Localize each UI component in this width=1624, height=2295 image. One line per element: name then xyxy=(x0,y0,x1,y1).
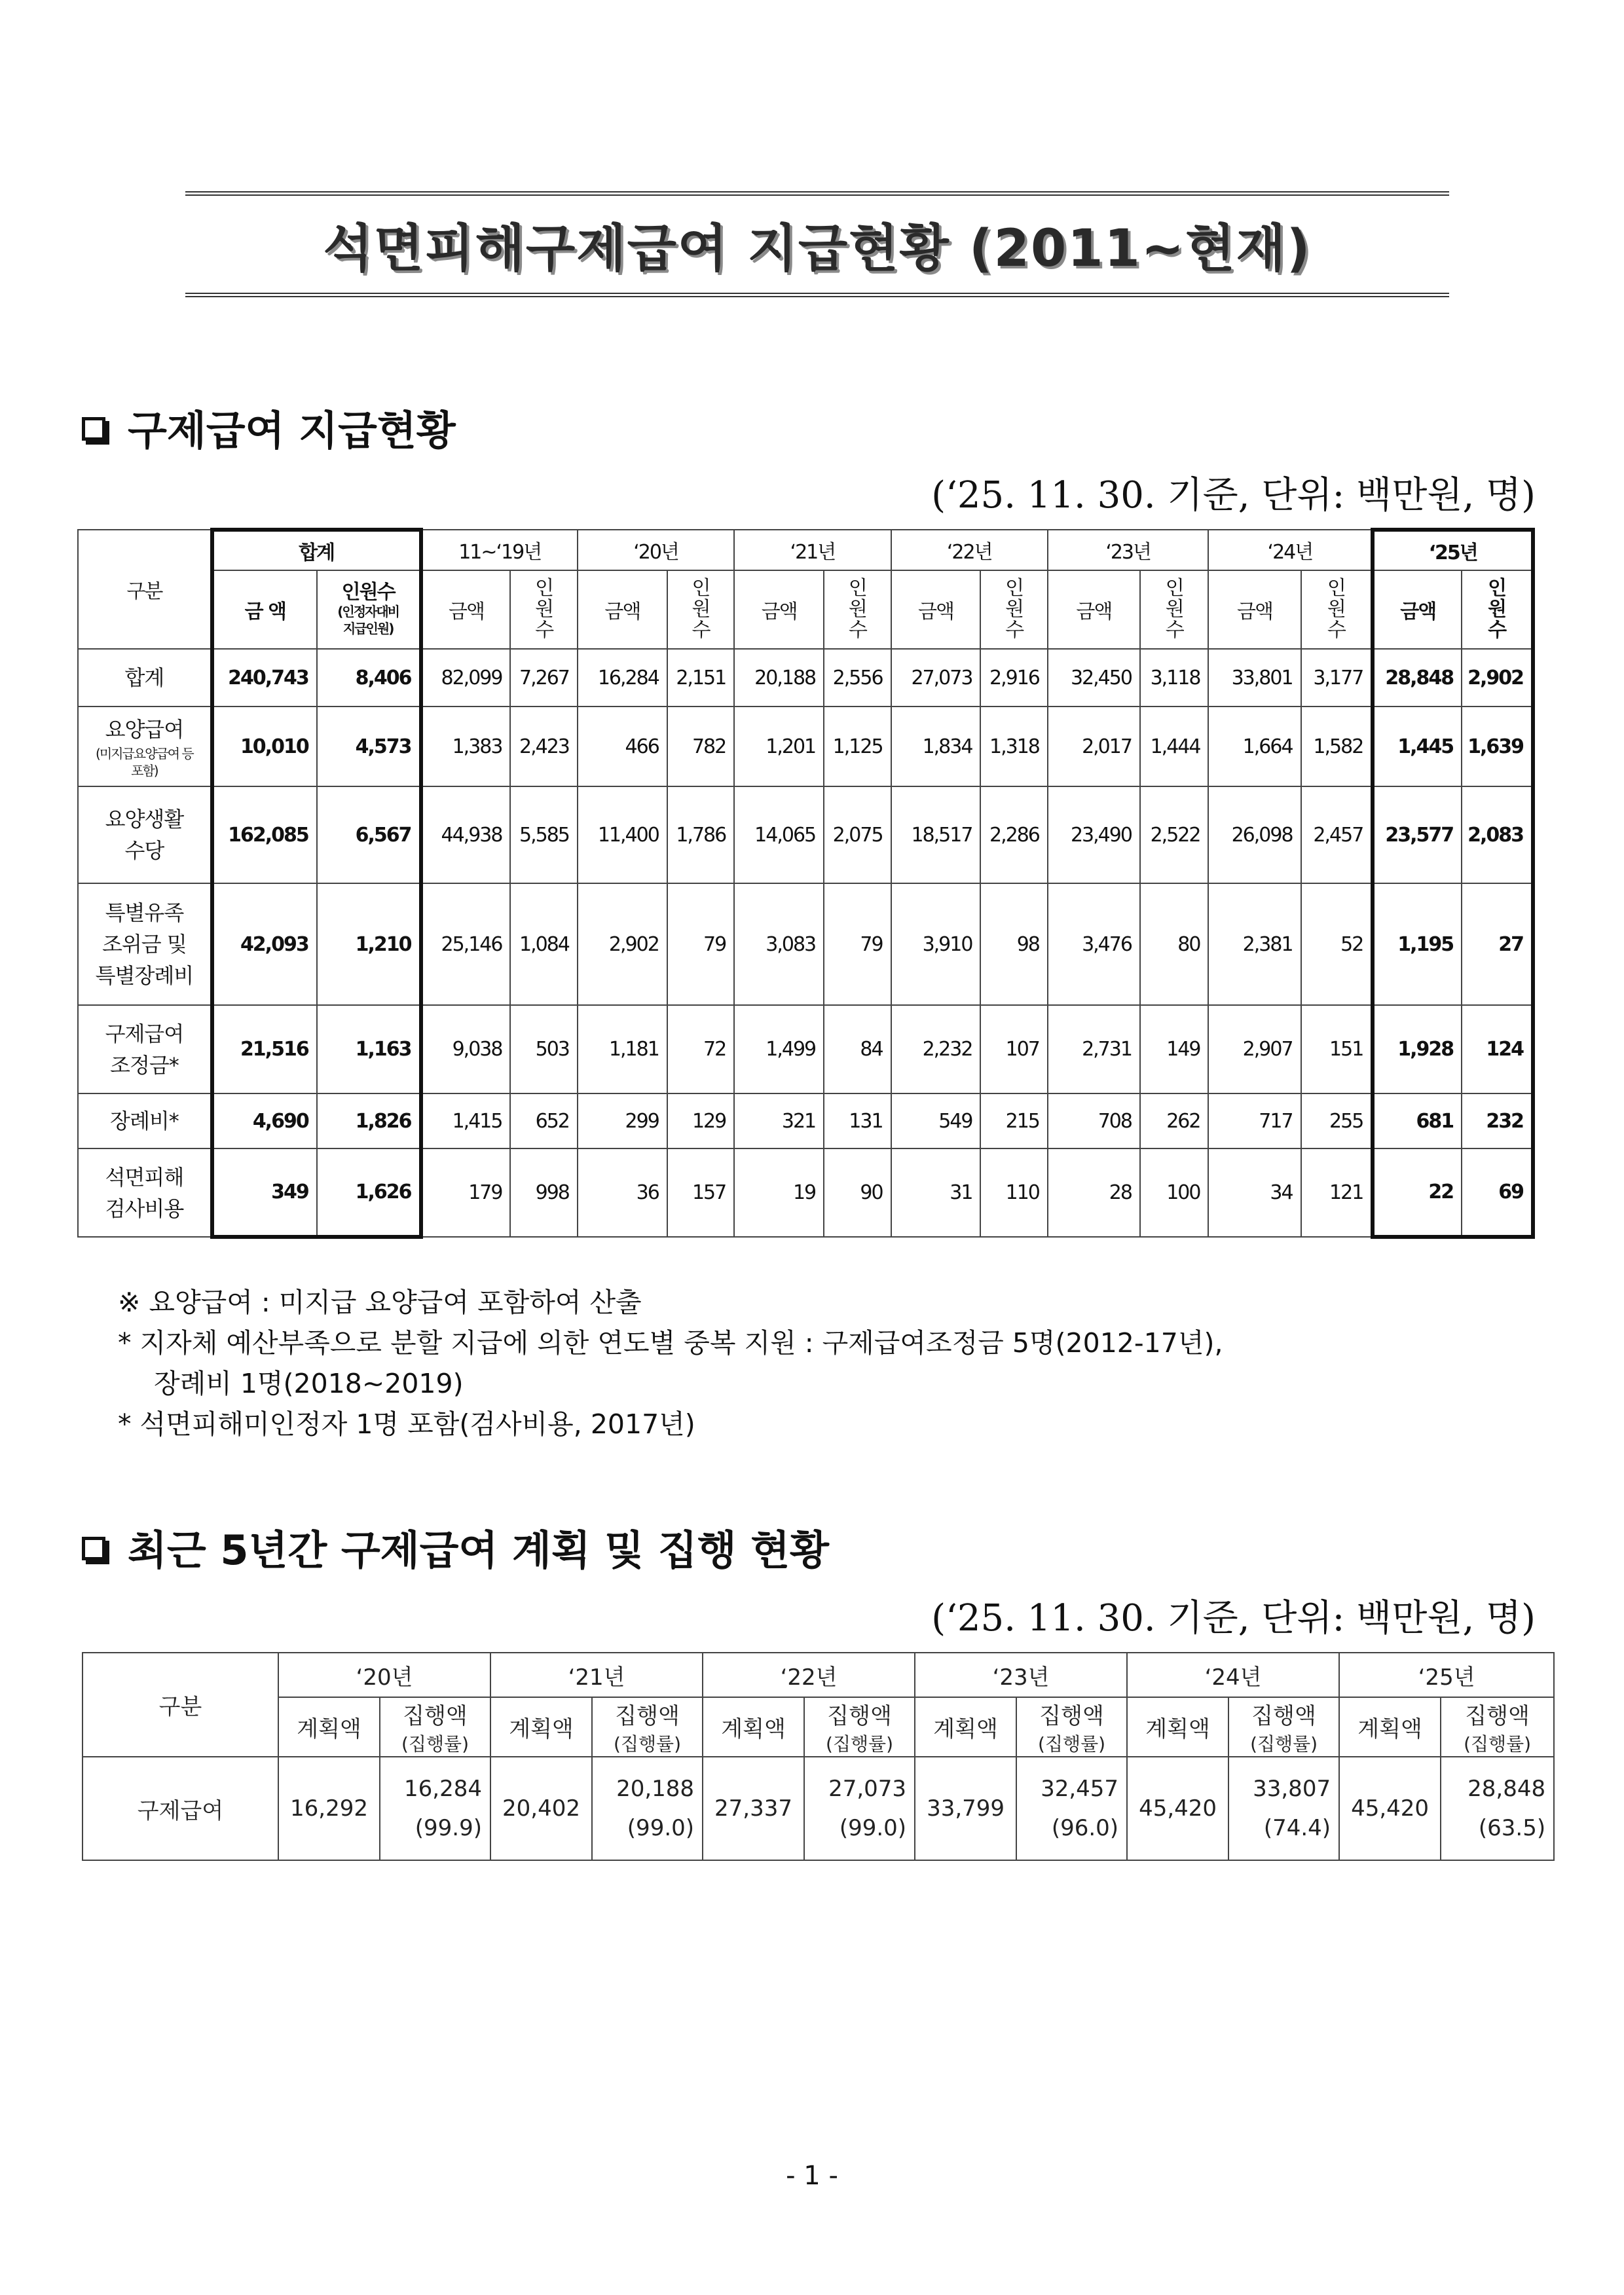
table-cell: 2,916 xyxy=(980,649,1047,707)
header-count: 인원수 xyxy=(1140,570,1209,649)
table-cell: 179 xyxy=(421,1148,511,1237)
table-cell: 31 xyxy=(891,1148,981,1237)
table-cell: 717 xyxy=(1208,1093,1301,1148)
header-year-3: ‘22년 xyxy=(891,530,1048,570)
table-cell: 23,490 xyxy=(1048,786,1140,883)
header-amount: 금액 xyxy=(578,570,667,649)
table-cell: 466 xyxy=(578,707,667,786)
section2-heading-text: 최근 5년간 구제급여 계획 및 집행 현황 xyxy=(128,1526,830,1574)
table-cell: 998 xyxy=(510,1148,577,1237)
t2-header-exec: 집행액 (집행률) xyxy=(592,1697,703,1757)
footnote: 장례비 1명(2018~2019) xyxy=(154,1368,464,1399)
table-cell: 79 xyxy=(667,883,734,1005)
table-cell: 2,902 xyxy=(1462,649,1533,707)
t2-header-year: ‘25년 xyxy=(1339,1653,1554,1697)
t2-header-exec: 집행액 (집행률) xyxy=(1228,1697,1339,1757)
table-cell: 782 xyxy=(667,707,734,786)
header-last-amount: 금액 xyxy=(1373,570,1462,649)
table-cell: 2,907 xyxy=(1208,1005,1301,1093)
table-cell: 1,626 xyxy=(317,1148,421,1237)
header-count: 인원수 xyxy=(510,570,577,649)
table-cell: 2,232 xyxy=(891,1005,981,1093)
header-amount: 금액 xyxy=(421,570,511,649)
header-year-6: ‘25년 xyxy=(1373,530,1533,570)
t2-header-plan: 계획액 xyxy=(703,1697,804,1757)
table-cell: 2,075 xyxy=(824,786,891,883)
t2-header-plan: 계획액 xyxy=(915,1697,1016,1757)
title-box xyxy=(185,191,1449,297)
footnote: ※ 요양급여 : 미지급 요양급여 포함하여 산출 xyxy=(118,1287,642,1318)
table-row xyxy=(78,786,1533,883)
table-cell: 16,284 xyxy=(578,649,667,707)
table-cell: 10,010 xyxy=(212,707,317,786)
table-cell: 34 xyxy=(1208,1148,1301,1237)
header-last-count: 인원수 xyxy=(1462,570,1533,649)
table-cell: 129 xyxy=(667,1093,734,1148)
table-cell: 33,801 xyxy=(1208,649,1301,707)
header-total-count: 인원수 (인정자대비 지급인원) xyxy=(317,570,421,649)
table-cell: 3,118 xyxy=(1140,649,1209,707)
table-cell: 255 xyxy=(1301,1093,1373,1148)
header-count: 인원수 xyxy=(980,570,1047,649)
table-cell: 1,125 xyxy=(824,707,891,786)
t2-header-exec: 집행액 (집행률) xyxy=(380,1697,490,1757)
table-cell: 503 xyxy=(510,1005,577,1093)
header-year-0: 11~‘19년 xyxy=(421,530,578,570)
table-cell: 69 xyxy=(1462,1148,1533,1237)
table-cell: 652 xyxy=(510,1093,577,1148)
t2-exec-value: 20,188 (99.0) xyxy=(592,1757,703,1860)
table-cell: 28,848 xyxy=(1373,649,1462,707)
row-label: 요양생활 수당 xyxy=(78,786,212,883)
table-cell: 27,073 xyxy=(891,649,981,707)
t2-header-category: 구분 xyxy=(83,1653,278,1757)
table-row xyxy=(78,1093,1533,1148)
table-cell: 1,445 xyxy=(1373,707,1462,786)
table-cell: 240,743 xyxy=(212,649,317,707)
table-cell: 21,516 xyxy=(212,1005,317,1093)
t2-plan-value: 33,799 xyxy=(915,1757,1016,1860)
table-cell: 42,093 xyxy=(212,883,317,1005)
t2-exec-value: 16,284 (99.9) xyxy=(380,1757,490,1860)
table-cell: 1,826 xyxy=(317,1093,421,1148)
t2-header-plan: 계획액 xyxy=(1339,1697,1441,1757)
header-year-1: ‘20년 xyxy=(578,530,734,570)
table-cell: 149 xyxy=(1140,1005,1209,1093)
section1-unit-note: (‘25. 11. 30. 기준, 단위: 백만원, 명) xyxy=(931,474,1536,517)
table-cell: 2,083 xyxy=(1462,786,1533,883)
table-cell: 36 xyxy=(578,1148,667,1237)
table-cell: 1,201 xyxy=(734,707,824,786)
checkbox-bullet-icon xyxy=(82,417,105,441)
table-cell: 262 xyxy=(1140,1093,1209,1148)
t2-header-exec: 집행액 (집행률) xyxy=(804,1697,915,1757)
table-cell: 349 xyxy=(212,1148,317,1237)
table-cell: 2,423 xyxy=(510,707,577,786)
t2-header-year: ‘21년 xyxy=(490,1653,703,1697)
table-cell: 52 xyxy=(1301,883,1373,1005)
table-cell: 5,585 xyxy=(510,786,577,883)
table-cell: 90 xyxy=(824,1148,891,1237)
header-amount: 금액 xyxy=(891,570,981,649)
payment-status-table xyxy=(77,528,1535,1239)
table-cell: 4,690 xyxy=(212,1093,317,1148)
plan-execution-table xyxy=(82,1652,1555,1861)
t2-header-year: ‘22년 xyxy=(703,1653,915,1697)
table-cell: 2,381 xyxy=(1208,883,1301,1005)
table-row xyxy=(78,1005,1533,1093)
table-cell: 1,318 xyxy=(980,707,1047,786)
table-cell: 232 xyxy=(1462,1093,1533,1148)
t2-plan-value: 45,420 xyxy=(1127,1757,1228,1860)
table-row xyxy=(78,649,1533,707)
table-cell: 26,098 xyxy=(1208,786,1301,883)
table-cell: 1,195 xyxy=(1373,883,1462,1005)
table-cell: 2,017 xyxy=(1048,707,1140,786)
t2-header-plan: 계획액 xyxy=(1127,1697,1228,1757)
table-cell: 20,188 xyxy=(734,649,824,707)
page-title: 석면피해구제급여 지급현황 (2011~현재) xyxy=(323,219,1312,278)
table-cell: 7,267 xyxy=(510,649,577,707)
table-cell: 110 xyxy=(980,1148,1047,1237)
table-cell: 1,181 xyxy=(578,1005,667,1093)
table-cell: 98 xyxy=(980,883,1047,1005)
checkbox-bullet-icon xyxy=(82,1537,105,1560)
t2-exec-value: 33,807 (74.4) xyxy=(1228,1757,1339,1860)
header-amount: 금액 xyxy=(734,570,824,649)
table-cell: 2,731 xyxy=(1048,1005,1140,1093)
table-cell: 23,577 xyxy=(1373,786,1462,883)
table-cell: 1,383 xyxy=(421,707,511,786)
t2-header-plan: 계획액 xyxy=(278,1697,380,1757)
section2-unit-note: (‘25. 11. 30. 기준, 단위: 백만원, 명) xyxy=(931,1597,1536,1640)
row-label: 합계 xyxy=(78,649,212,707)
header-year-5: ‘24년 xyxy=(1208,530,1373,570)
t2-header-plan: 계획액 xyxy=(490,1697,592,1757)
table-cell: 1,664 xyxy=(1208,707,1301,786)
t2-header-year: ‘24년 xyxy=(1127,1653,1339,1697)
table-cell: 6,567 xyxy=(317,786,421,883)
table-cell: 3,476 xyxy=(1048,883,1140,1005)
table-row xyxy=(78,707,1533,786)
table-cell: 1,582 xyxy=(1301,707,1373,786)
table-cell: 1,210 xyxy=(317,883,421,1005)
table-row xyxy=(78,883,1533,1005)
header-year-2: ‘21년 xyxy=(734,530,891,570)
table-cell: 215 xyxy=(980,1093,1047,1148)
row-label: 요양급여 (미지급요양급여 등 포함) xyxy=(78,707,212,786)
table-cell: 2,522 xyxy=(1140,786,1209,883)
table-cell: 1,084 xyxy=(510,883,577,1005)
table-cell: 2,457 xyxy=(1301,786,1373,883)
table-cell: 14,065 xyxy=(734,786,824,883)
table-cell: 3,083 xyxy=(734,883,824,1005)
table-cell: 8,406 xyxy=(317,649,421,707)
table-cell: 681 xyxy=(1373,1093,1462,1148)
table-cell: 157 xyxy=(667,1148,734,1237)
table-cell: 32,450 xyxy=(1048,649,1140,707)
row-label: 석면피해 검사비용 xyxy=(78,1148,212,1237)
table-cell: 25,146 xyxy=(421,883,511,1005)
t2-exec-value: 27,073 (99.0) xyxy=(804,1757,915,1860)
row-label: 특별유족 조위금 및 특별장례비 xyxy=(78,883,212,1005)
table-cell: 2,151 xyxy=(667,649,734,707)
table-cell: 321 xyxy=(734,1093,824,1148)
table-cell: 4,573 xyxy=(317,707,421,786)
table-row xyxy=(78,1148,1533,1237)
table-cell: 1,786 xyxy=(667,786,734,883)
footnotes xyxy=(118,1282,1223,1444)
table-cell: 44,938 xyxy=(421,786,511,883)
table-cell: 79 xyxy=(824,883,891,1005)
t2-row-label: 구제급여 xyxy=(83,1757,278,1860)
table-cell: 84 xyxy=(824,1005,891,1093)
table-cell: 162,085 xyxy=(212,786,317,883)
footnote: * 석면피해미인정자 1명 포함(검사비용, 2017년) xyxy=(118,1408,695,1440)
table-cell: 28 xyxy=(1048,1148,1140,1237)
header-amount: 금액 xyxy=(1048,570,1140,649)
table-cell: 124 xyxy=(1462,1005,1533,1093)
header-total: 합계 xyxy=(212,530,421,570)
t2-exec-value: 32,457 (96.0) xyxy=(1016,1757,1127,1860)
section1-heading xyxy=(82,398,456,456)
table-cell: 151 xyxy=(1301,1005,1373,1093)
section2-heading xyxy=(82,1518,829,1576)
t2-plan-value: 45,420 xyxy=(1339,1757,1441,1860)
table-cell: 9,038 xyxy=(421,1005,511,1093)
section1-heading-text: 구제급여 지급현황 xyxy=(128,407,456,454)
t2-header-exec: 집행액 (집행률) xyxy=(1441,1697,1554,1757)
table-cell: 19 xyxy=(734,1148,824,1237)
t2-plan-value: 20,402 xyxy=(490,1757,592,1860)
table-cell: 549 xyxy=(891,1093,981,1148)
table-cell: 1,415 xyxy=(421,1093,511,1148)
table-cell: 3,177 xyxy=(1301,649,1373,707)
footnote: * 지자체 예산부족으로 분할 지급에 의한 연도별 중복 지원 : 구제급여조정금 5명(2012-17년), xyxy=(118,1327,1223,1359)
header-count: 인원수 xyxy=(667,570,734,649)
row-label: 구제급여 조정금* xyxy=(78,1005,212,1093)
t2-exec-value: 28,848 (63.5) xyxy=(1441,1757,1554,1860)
table-cell: 1,499 xyxy=(734,1005,824,1093)
table-cell: 1,928 xyxy=(1373,1005,1462,1093)
table-cell: 100 xyxy=(1140,1148,1209,1237)
table-cell: 3,910 xyxy=(891,883,981,1005)
t2-plan-value: 27,337 xyxy=(703,1757,804,1860)
header-total-amount: 금 액 xyxy=(212,570,317,649)
t2-header-exec: 집행액 (집행률) xyxy=(1016,1697,1127,1757)
header-category: 구분 xyxy=(78,530,212,649)
t2-plan-value: 16,292 xyxy=(278,1757,380,1860)
table-cell: 72 xyxy=(667,1005,734,1093)
table-cell: 22 xyxy=(1373,1148,1462,1237)
table-cell: 1,834 xyxy=(891,707,981,786)
table-cell: 82,099 xyxy=(421,649,511,707)
header-year-4: ‘23년 xyxy=(1048,530,1209,570)
t2-header-year: ‘20년 xyxy=(278,1653,490,1697)
t2-header-year: ‘23년 xyxy=(915,1653,1127,1697)
header-count: 인원수 xyxy=(1301,570,1373,649)
table-cell: 18,517 xyxy=(891,786,981,883)
page-number: - 1 - xyxy=(786,2161,838,2191)
table-cell: 121 xyxy=(1301,1148,1373,1237)
table-cell: 80 xyxy=(1140,883,1209,1005)
table-cell: 708 xyxy=(1048,1093,1140,1148)
table-cell: 107 xyxy=(980,1005,1047,1093)
table-cell: 1,639 xyxy=(1462,707,1533,786)
table-cell: 2,556 xyxy=(824,649,891,707)
table-cell: 1,444 xyxy=(1140,707,1209,786)
table-cell: 27 xyxy=(1462,883,1533,1005)
table-cell: 1,163 xyxy=(317,1005,421,1093)
header-amount: 금액 xyxy=(1208,570,1301,649)
table-cell: 2,902 xyxy=(578,883,667,1005)
row-label: 장례비* xyxy=(78,1093,212,1148)
table-cell: 11,400 xyxy=(578,786,667,883)
header-count: 인원수 xyxy=(824,570,891,649)
table-cell: 299 xyxy=(578,1093,667,1148)
table-cell: 131 xyxy=(824,1093,891,1148)
table-cell: 2,286 xyxy=(980,786,1047,883)
